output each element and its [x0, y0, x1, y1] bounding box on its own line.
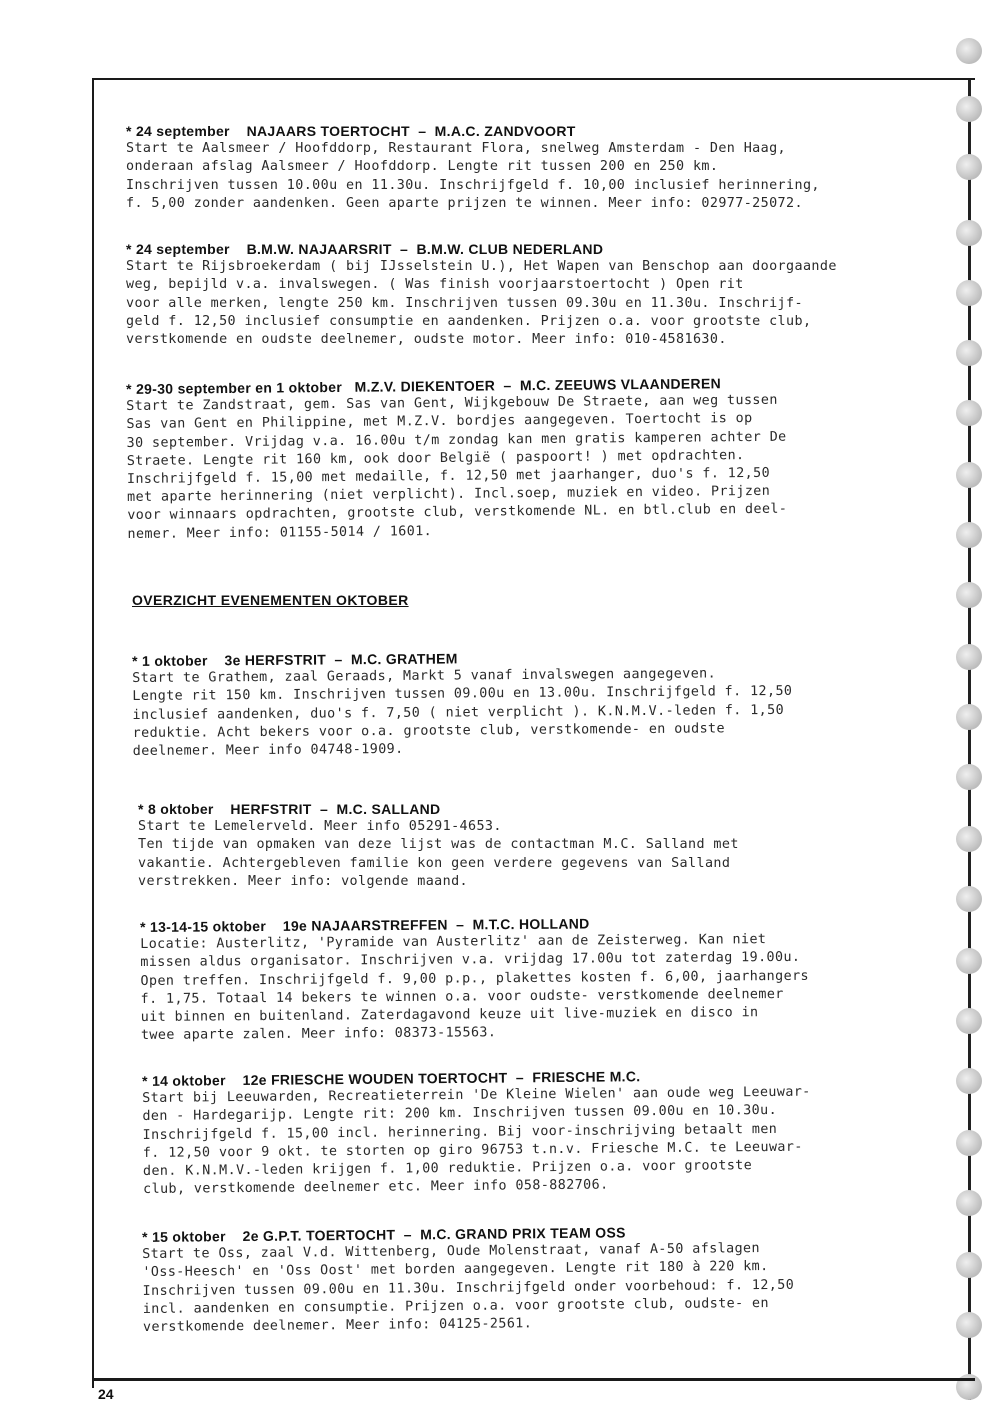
event-text-line: Locatie: Austerlitz, 'Pyramide van Austerlitz' aan de Zeisterweg. Kan niet — [140, 932, 767, 953]
event-text-line: Straete. Lengte rit 160 km, ook door België ( paspoort! ) met opdrachten. — [126, 447, 745, 469]
event-text-line: Inschrijfgeld f. 15,00 met medaille, f. 12,50 met jaarhanger, duo's f. 12,50 — [126, 465, 771, 488]
binder-hole — [956, 154, 982, 180]
event-heading: * 13-14-15 oktober 19e NAJAARSTREFFEN – M.T.C. HOLLAND — [140, 915, 590, 935]
event-heading: * 14 oktober 12e FRIESCHE WOUDEN TOERTOCHT – FRIESCHE M.C. — [142, 1068, 641, 1089]
event-text-line: f. 1,75. Totaal 14 bekers te winnen o.a. voor oudste- verstkomende deelnemer — [140, 986, 784, 1007]
page-frame-bottom — [92, 1378, 975, 1381]
event-entry — [140, 912, 951, 1046]
event-text-line: voor alle merken, lengte 250 km. Inschrijven tussen 09.30u en 11.30u. Inschrijf- — [126, 295, 803, 311]
event-text-line: vakantie. Achtergebleven familie kon geen verdere gegevens van Salland — [138, 855, 731, 871]
event-text-line: verstrekken. Meer info: volgende maand. — [138, 873, 469, 889]
event-text-line: reduktie. Acht bekers voor o.a. grootste club, verstkomende- en oudste — [132, 721, 726, 741]
binder-hole — [956, 400, 982, 426]
page-number: 24 — [98, 1386, 114, 1402]
event-text-line: Start te Lemelerveld. Meer info 05291-4653. — [138, 819, 502, 835]
event-text-line: voor winnaars opdrachten, grootste club, verstkomende NL. en btl.club en deel- — [127, 502, 788, 524]
binder-hole — [956, 220, 982, 246]
event-text-line: den. K.N.M.V.-leden krijgen f. 1,00 reduktie. Prijzen o.a. voor grootste — [142, 1158, 753, 1180]
event-text-line: nemer. Meer info: 01155-5014 / 1601. — [127, 523, 433, 542]
event-text-line: onderaan afslag Aalsmeer / Hoofddorp. Lengte rit tussen 200 en 250 km. — [126, 159, 719, 175]
event-text-line: Inschrijven tussen 10.00u en 11.30u. Inschrijfgeld f. 10,00 inclusief herinnering, — [126, 177, 820, 193]
event-entry — [126, 240, 936, 349]
binder-hole — [956, 1252, 982, 1278]
event-text-line: verstkomende en oudste deelnemer, oudste motor. Meer info: 010-4581630. — [126, 332, 727, 348]
binder-hole — [956, 826, 982, 852]
binder-hole — [956, 582, 982, 608]
event-entry — [126, 122, 936, 213]
event-text-line: Start te Grathem, zaal Geraads, Markt 5 vanaf invalswegen aangegeven. — [132, 666, 717, 687]
page-frame-left — [92, 78, 94, 1388]
binder-hole — [956, 462, 982, 488]
event-entry — [142, 1220, 953, 1337]
binder-hole — [956, 886, 982, 912]
event-entry — [132, 646, 943, 762]
binder-hole — [956, 1008, 982, 1034]
event-entry — [126, 372, 938, 544]
event-text-line: Open treffen. Inschrijfgeld f. 9,00 p.p., plakettes kosten f. 6,00, jaarhangers — [140, 968, 810, 989]
binder-hole — [956, 704, 982, 730]
event-heading: * 24 september B.M.W. NAJAARSRIT – B.M.W. CLUB NEDERLAND — [126, 241, 604, 257]
event-text-line: f. 5,00 zonder aandenken. Geen aparte prijzen te winnen. Meer info: 02977-25072. — [126, 195, 803, 211]
event-text-line: Start te Zandstraat, gem. Sas van Gent, Wijkgebouw De Straete, aan weg tussen — [126, 392, 778, 415]
binder-spine — [962, 30, 972, 1400]
event-text-line: missen aldus organisator. Inschrijven v.a. vrijdag 17.00u tot zaterdag 19.00u. — [140, 950, 801, 971]
event-text-line: Start te Rijsbroekerdam ( bij IJsselstein U.), Het Wapen van Benschop aan doorgaande — [126, 259, 837, 275]
binder-hole — [956, 1130, 982, 1156]
binder-hole — [956, 1312, 982, 1338]
event-text-line: verstkomende deelnemer. Meer info: 04125-2561. — [142, 1316, 533, 1336]
event-text-line: weg, bepijld v.a. invalswegen. ( Was finish voorjaarstoertocht ) Open rit — [126, 277, 744, 293]
event-text-line: Start te Aalsmeer / Hoofddorp, Restaurant Flora, snelweg Amsterdam - Den Haag, — [126, 141, 787, 157]
event-heading: * 24 september NAJAARS TOERTOCHT – M.A.C. ZANDVOORT — [126, 123, 576, 139]
page-frame-top — [92, 78, 975, 80]
event-text-line: Ten tijde van opmaken van deze lijst was de contactman M.C. Salland met — [138, 837, 739, 853]
binder-hole — [956, 38, 982, 64]
event-heading: * 29-30 september en 1 oktober M.Z.V. DIEKENTOER – M.C. ZEEUWS VLAANDEREN — [126, 375, 722, 397]
binder-hole — [956, 764, 982, 790]
event-text-line: 30 september. Vrijdag v.a. 16.00u t/m zondag kan men gratis kamperen achter De — [126, 429, 787, 451]
binder-hole — [956, 644, 982, 670]
event-heading: * 15 oktober 2e G.P.T. TOERTOCHT – M.C. GRAND PRIX TEAM OSS — [142, 1224, 626, 1245]
event-text-line: Inschrijven tussen 09.00u en 11.30u. Inschrijfgeld onder voorbehoud: f. 12,50 — [142, 1277, 795, 1299]
event-text-line: Lengte rit 150 km. Inschrijven tussen 09.00u en 13.00u. Inschrijfgeld f. 12,50 — [132, 684, 793, 705]
event-text-line: twee aparte zalen. Meer info: 08373-15563. — [140, 1025, 497, 1044]
event-text-line: Start bij Leeuwarden, Recreatieterrein 'De Kleine Wielen' aan oude weg Leeuwar- — [142, 1084, 811, 1107]
binder-hole — [956, 96, 982, 122]
event-text-line: Sas van Gent en Philippine, met M.Z.V. bordjes aangegeven. Toertocht is op — [126, 411, 753, 433]
event-text-line: geld f. 12,50 inclusief consumptie en aandenken. Prijzen o.a. voor grootste club, — [126, 313, 812, 329]
binder-hole — [956, 340, 982, 366]
event-text-line: den - Hardegarijp. Lengte rit: 200 km. Inschrijven tussen 09.00u en 10.30u. — [142, 1103, 778, 1125]
event-text-line: club, verstkomende deelnemer etc. Meer info 058-882706. — [143, 1177, 609, 1198]
binder-hole — [956, 948, 982, 974]
event-text-line: incl. aandenken en consumptie. Prijzen o.a. voor grootste club, oudste- en — [142, 1295, 770, 1317]
event-text-line: inclusief aandenken, duo's f. 7,50 ( niet verplicht ). K.N.M.V.-leden f. 1,50 — [132, 702, 785, 723]
event-heading: * 8 oktober HERFSTRIT – M.C. SALLAND — [138, 801, 441, 817]
event-text-line: 'Oss-Heesch' en 'Oss Oost' met borden aangegeven. Lengte rit 180 à 220 km. — [142, 1259, 769, 1281]
binder-hole — [956, 522, 982, 548]
event-text-line: uit binnen en buitenland. Zaterdagavond keuze uit live-muziek en disco in — [140, 1005, 759, 1026]
binder-hole — [956, 1068, 982, 1094]
binder-hole — [956, 1190, 982, 1216]
event-text-line: met aparte herinnering (niet verplicht). Incl.soep, muziek en video. Prijzen — [127, 484, 771, 506]
section-title: OVERZICHT EVENEMENTEN OKTOBER — [132, 592, 409, 608]
event-text-line: deelnemer. Meer info 04748-1909. — [132, 741, 404, 760]
event-text-line: Inschrijfgeld f. 15,00 incl. herinnering. Bij voor-inschrijving betaalt men — [142, 1121, 778, 1143]
binder-hole — [956, 280, 982, 306]
event-heading: * 1 oktober 3e HERFSTRIT – M.C. GRATHEM — [132, 650, 458, 669]
event-entry — [142, 1064, 953, 1199]
event-text-line: Start te Oss, zaal V.d. Wittenberg, Oude Molenstraat, vanaf A-50 afslagen — [142, 1241, 761, 1263]
event-text-line: f. 12,50 voor 9 okt. te storten op giro 96753 t.n.v. Friesche M.C. te Leeuwar- — [142, 1139, 803, 1161]
event-entry — [138, 800, 948, 891]
